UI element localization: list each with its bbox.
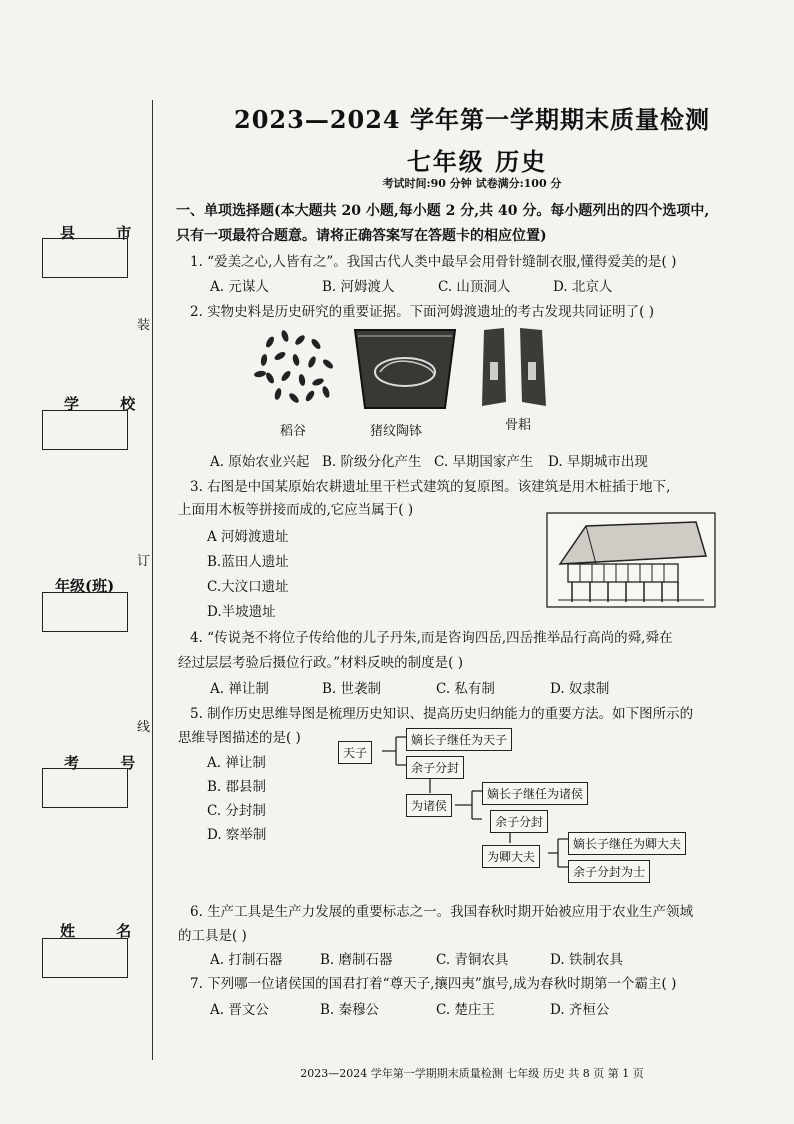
q2-option-c[interactable]: C. 早期国家产生 (434, 454, 534, 470)
q6-stem-line2: 的工具是( ) (178, 928, 247, 944)
q6-stem-line1: 6. 生产工具是生产力发展的重要标志之一。我国春秋时期开始被应用于农业生产领域 (190, 904, 694, 920)
mindmap-node-qingdafu: 为卿大夫 (482, 845, 540, 868)
field-label-exam-number: 考 号 (64, 754, 154, 772)
q1-option-c[interactable]: C. 山顶洞人 (438, 279, 511, 295)
binding-char-ding: 订 (137, 548, 150, 571)
field-box-school[interactable] (42, 410, 128, 450)
q5-option-b[interactable]: B. 郡县制 (207, 779, 267, 795)
q2-caption-rice: 稻谷 (280, 424, 307, 439)
q3-stem-line2: 上面用木板等拼接而成的,它应当属于( ) (178, 502, 414, 518)
mindmap-node-shi: 余子分封为士 (568, 860, 650, 883)
q5-option-a[interactable]: A. 禅让制 (207, 755, 266, 771)
field-box-county[interactable] (42, 238, 128, 278)
page-footer: 2023—2024 学年第一学期期末质量检测 七年级 历史 共 8 页 第 1 页 (300, 1067, 644, 1080)
q3-option-c[interactable]: C.大汶口遗址 (207, 579, 289, 595)
rice-grains-image (250, 322, 340, 412)
field-label-class: 年级(班) (55, 577, 115, 595)
binding-char-zhuang: 装 (137, 312, 150, 335)
q4-option-a[interactable]: A. 禅让制 (210, 681, 269, 697)
stilt-house-image (546, 512, 716, 608)
field-box-name[interactable] (42, 938, 128, 978)
q7-stem: 7. 下列哪一位诸侯国的国君打着“尊天子,攘四夷”旗号,成为春秋时期第一个霸主( ) (190, 976, 677, 992)
q1-option-b[interactable]: B. 河姆渡人 (322, 279, 395, 295)
mindmap-node-zhuhou: 为诸侯 (406, 794, 452, 817)
q2-caption-bowl: 猪纹陶钵 (370, 424, 423, 439)
q2-option-a[interactable]: A. 原始农业兴起 (210, 454, 310, 470)
binding-char-xian: 线 (137, 714, 150, 737)
mindmap-node-tianzi: 天子 (338, 741, 372, 764)
field-label-county: 县 市 (60, 224, 150, 242)
section-heading-line1: 一、单项选择题(本大题共 20 小题,每小题 2 分,共 40 分。每小题列出的四个选项中, (176, 203, 710, 219)
q3-option-d[interactable]: D.半坡遗址 (207, 604, 276, 620)
bone-spade-image (476, 322, 556, 412)
q5-option-c[interactable]: C. 分封制 (207, 803, 266, 819)
field-label-name: 姓 名 (60, 922, 150, 940)
q2-stem: 2. 实物史料是历史研究的重要证据。下面河姆渡遗址的考古发现共同证明了( ) (190, 304, 654, 320)
binding-line (152, 100, 153, 1060)
q4-option-d[interactable]: D. 奴隶制 (550, 681, 610, 697)
q1-option-a[interactable]: A. 元谋人 (210, 279, 269, 295)
field-label-school: 学 校 (64, 395, 154, 413)
q2-option-d[interactable]: D. 早期城市出现 (548, 454, 648, 470)
q7-option-b[interactable]: B. 秦穆公 (320, 1002, 380, 1018)
q7-option-a[interactable]: A. 晋文公 (210, 1002, 269, 1018)
mindmap-node-zhuhou-fief: 余子分封 (490, 810, 548, 833)
q3-stem-line1: 3. 右图是中国某原始农耕遗址里干栏式建筑的复原图。该建筑是用木桩插于地下, (190, 479, 671, 495)
q4-stem-line2: 经过层层考验后摄位行政。”材料反映的制度是( ) (178, 655, 463, 671)
q4-stem-line1: 4. “传说尧不将位子传给他的儿子丹朱,而是咨询四岳,四岳推举品行高尚的舜,舜在 (190, 630, 673, 646)
q1-option-d[interactable]: D. 北京人 (553, 279, 613, 295)
mindmap-node-zhuhou-heir: 嫡长子继任为诸侯 (482, 782, 588, 805)
field-box-class[interactable] (42, 592, 128, 632)
field-box-exam-number[interactable] (42, 768, 128, 808)
exam-title: 2023—2024 学年第一学期期末质量检测 (234, 105, 710, 134)
mindmap-node-tianzi-fief: 余子分封 (406, 756, 464, 779)
q5-stem-line2: 思维导图描述的是( ) (178, 730, 301, 746)
mindmap-node-tianzi-heir: 嫡长子继任为天子 (406, 728, 512, 751)
q5-stem-line1: 5. 制作历史思维导图是梳理历史知识、提高历史归纳能力的重要方法。如下图所示的 (190, 706, 694, 722)
q3-option-a[interactable]: A 河姆渡遗址 (207, 529, 289, 545)
q6-option-c[interactable]: C. 青铜农具 (436, 952, 509, 968)
q6-option-a[interactable]: A. 打制石器 (210, 952, 283, 968)
q7-option-c[interactable]: C. 楚庄王 (436, 1002, 495, 1018)
mindmap-node-qingdafu-heir: 嫡长子继任为卿大夫 (568, 832, 686, 855)
q7-option-d[interactable]: D. 齐桓公 (550, 1002, 610, 1018)
exam-info: 考试时间:90 分钟 试卷满分:100 分 (382, 177, 562, 190)
q6-option-d[interactable]: D. 铁制农具 (550, 952, 623, 968)
q2-option-b[interactable]: B. 阶级分化产生 (322, 454, 422, 470)
q6-option-b[interactable]: B. 磨制石器 (320, 952, 393, 968)
q1-stem: 1. “爱美之心,人皆有之”。我国古代人类中最早会用骨针缝制衣服,懂得爱美的是( ) (190, 254, 677, 270)
q2-caption-spade: 骨耜 (505, 418, 532, 433)
q4-option-c[interactable]: C. 私有制 (436, 681, 495, 697)
q3-option-b[interactable]: B.蓝田人遗址 (207, 554, 289, 570)
pig-pottery-bowl-image (350, 322, 460, 414)
exam-subtitle: 七年级 历史 (406, 147, 548, 176)
section-heading-line2: 只有一项最符合题意。请将正确答案写在答题卡的相应位置) (176, 228, 547, 244)
q5-option-d[interactable]: D. 察举制 (207, 827, 267, 843)
q4-option-b[interactable]: B. 世袭制 (322, 681, 382, 697)
